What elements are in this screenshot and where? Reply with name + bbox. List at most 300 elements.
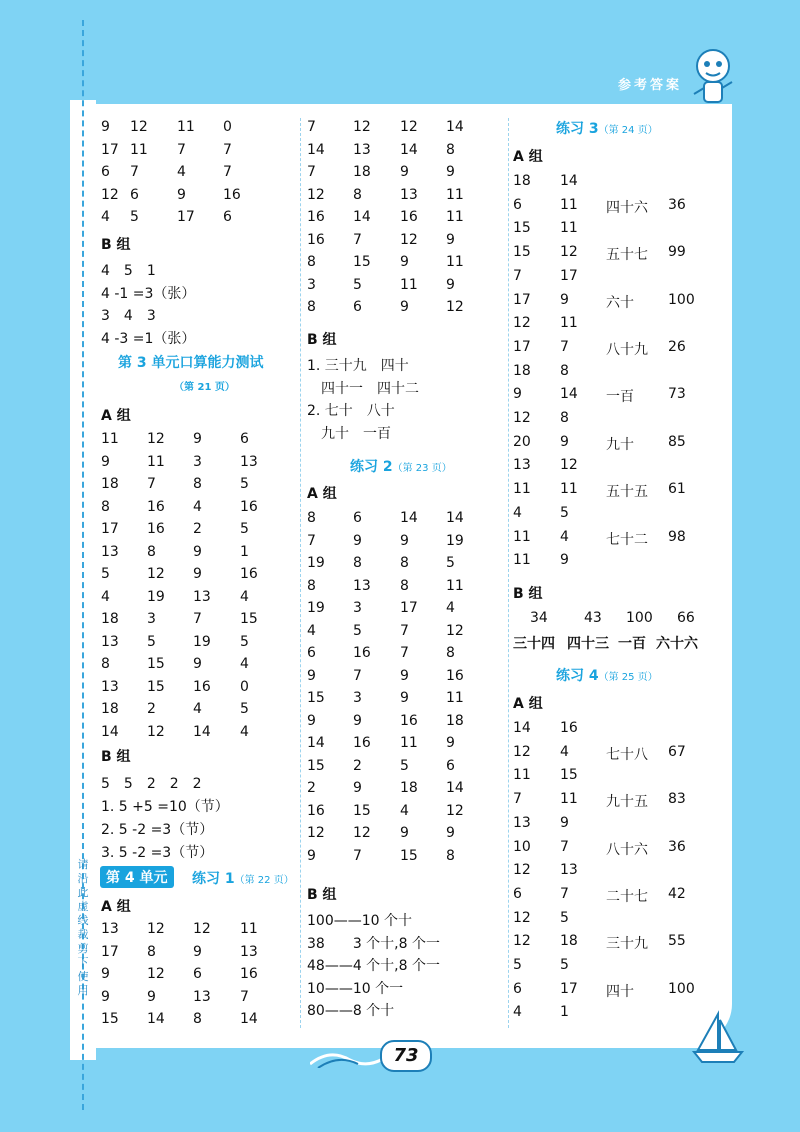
group-label: B 组 bbox=[101, 237, 131, 253]
answer-cell: 一百 bbox=[606, 389, 634, 406]
answer-cell: 14 bbox=[307, 735, 325, 751]
answer-cell: 4 bbox=[240, 723, 249, 740]
answer-cell: 12 bbox=[147, 723, 165, 740]
answer-cell: 9 bbox=[560, 291, 569, 308]
answer-cell: 12 bbox=[400, 119, 418, 135]
answer-cell: 7 bbox=[147, 476, 156, 492]
answer-line: 10——10 个一 bbox=[307, 980, 404, 997]
answer-cell: 12 bbox=[400, 231, 418, 248]
answer-cell: 11 bbox=[446, 209, 464, 225]
answer-cell: 8 bbox=[446, 847, 455, 864]
answer-cell: 9 bbox=[307, 847, 316, 864]
answer-cell: 11 bbox=[240, 921, 258, 937]
answer-cell: 98 bbox=[668, 528, 686, 545]
answer-cell: 36 bbox=[668, 196, 686, 213]
answer-cell: 7 bbox=[223, 164, 232, 180]
answer-cell: 5 bbox=[240, 476, 249, 492]
answer-cell: 12 bbox=[307, 825, 325, 841]
answer-cell: 13 bbox=[101, 543, 119, 560]
answer-cell: 13 bbox=[193, 988, 211, 1005]
answer-cell: 15 bbox=[147, 656, 165, 672]
answer-cell: 15 bbox=[240, 611, 258, 627]
answer-cell: 14 bbox=[400, 510, 418, 526]
answer-cell: 5 bbox=[560, 909, 569, 926]
answer-cell: 9 bbox=[446, 276, 455, 293]
answer-line: 5 5 2 2 2 bbox=[101, 776, 202, 792]
answer-word: 四十三 bbox=[567, 636, 609, 652]
answer-cell: 3 bbox=[147, 611, 156, 627]
answer-cell: 9 bbox=[101, 988, 110, 1005]
answer-cell: 16 bbox=[223, 186, 241, 203]
answer-cell: 9 bbox=[446, 825, 455, 841]
answer-cell: 7 bbox=[130, 164, 139, 180]
answer-cell: 17 bbox=[513, 291, 531, 308]
answer-cell: 5 bbox=[240, 633, 249, 650]
answer-line: 3 4 3 bbox=[101, 308, 156, 324]
answer-word: 三十四 bbox=[513, 636, 555, 652]
answer-cell: 18 bbox=[101, 476, 119, 492]
answer-cell: 11 bbox=[177, 119, 195, 135]
group-label: B 组 bbox=[513, 586, 543, 602]
answer-line: 1. 5 +5 =10（节） bbox=[101, 799, 229, 815]
answer-cell: 9 bbox=[307, 667, 316, 684]
answer-cell: 9 bbox=[400, 825, 409, 841]
answer-cell: 6 bbox=[101, 164, 110, 180]
answer-number: 34 bbox=[530, 610, 548, 626]
exercise2-heading-page: （第 23 页） bbox=[392, 463, 452, 474]
answer-cell: 15 bbox=[307, 757, 325, 774]
answer-cell: 14 bbox=[446, 119, 464, 135]
answer-cell: 67 bbox=[668, 743, 686, 760]
answer-cell: 9 bbox=[353, 712, 362, 729]
answer-cell: 9 bbox=[446, 735, 455, 751]
answer-cell: 9 bbox=[353, 780, 362, 796]
answer-cell: 13 bbox=[400, 186, 418, 203]
answer-cell: 7 bbox=[223, 141, 232, 158]
answer-cell: 9 bbox=[101, 453, 110, 470]
answer-cell: 15 bbox=[147, 678, 165, 695]
group-label: A 组 bbox=[101, 899, 131, 915]
answer-cell: 11 bbox=[560, 220, 578, 237]
answer-cell: 11 bbox=[147, 453, 165, 470]
answer-cell: 12 bbox=[513, 933, 531, 950]
answer-cell: 83 bbox=[668, 791, 686, 808]
answer-cell: 9 bbox=[400, 254, 409, 270]
answer-cell: 5 bbox=[240, 701, 249, 717]
answer-cell: 7 bbox=[353, 667, 362, 684]
answer-cell: 8 bbox=[147, 943, 156, 960]
answer-cell: 7 bbox=[560, 885, 569, 902]
answer-cell: 100 bbox=[668, 980, 695, 997]
answer-cell: 11 bbox=[513, 528, 531, 545]
answer-line: 九十 一百 bbox=[307, 425, 391, 442]
answer-cell: 6 bbox=[223, 209, 232, 225]
answer-word: 一百 bbox=[618, 636, 646, 652]
answer-cell: 8 bbox=[101, 656, 110, 672]
answer-cell: 7 bbox=[353, 847, 362, 864]
answer-cell: 18 bbox=[560, 933, 578, 950]
answer-cell: 6 bbox=[353, 510, 362, 526]
wave-icon bbox=[310, 1046, 390, 1068]
column-divider bbox=[508, 118, 509, 1028]
answer-line: 3. 5 -2 =3（节） bbox=[101, 845, 214, 861]
answer-line: 80——8 个十 bbox=[307, 1003, 395, 1019]
answer-cell: 6 bbox=[130, 186, 139, 203]
answer-cell: 5 bbox=[400, 757, 409, 774]
unit3-page: （第 21 页） bbox=[174, 382, 235, 393]
answer-cell: 4 bbox=[400, 802, 409, 819]
answer-cell: 19 bbox=[147, 588, 165, 605]
answer-cell: 9 bbox=[307, 712, 316, 729]
sailboat-icon bbox=[690, 1010, 746, 1066]
unit3-title: 第 3 单元口算能力测试 bbox=[118, 355, 264, 371]
answer-cell: 9 bbox=[400, 667, 409, 684]
answer-cell: 8 bbox=[400, 555, 409, 571]
answer-cell: 17 bbox=[101, 141, 119, 158]
answer-cell: 9 bbox=[193, 543, 202, 560]
top-border bbox=[0, 0, 800, 118]
answer-cell: 12 bbox=[307, 186, 325, 203]
answer-cell: 11 bbox=[446, 254, 464, 270]
answer-cell: 4 bbox=[101, 588, 110, 605]
answer-cell: 12 bbox=[560, 244, 578, 261]
answer-cell: 18 bbox=[513, 362, 531, 379]
answer-cell: 8 bbox=[446, 141, 455, 158]
answer-cell: 7 bbox=[193, 611, 202, 627]
answer-cell: 4 bbox=[307, 622, 316, 639]
answer-cell: 11 bbox=[560, 196, 578, 213]
answer-cell: 7 bbox=[177, 141, 186, 158]
answer-cell: 12 bbox=[147, 431, 165, 447]
answer-cell: 9 bbox=[147, 988, 156, 1005]
answer-cell: 九十 bbox=[606, 436, 634, 453]
answer-cell: 16 bbox=[400, 712, 418, 729]
answer-cell: 13 bbox=[353, 577, 371, 594]
answer-cell: 14 bbox=[400, 141, 418, 158]
answer-cell: 11 bbox=[400, 735, 418, 751]
answer-cell: 4 bbox=[560, 528, 569, 545]
answer-cell: 13 bbox=[353, 141, 371, 158]
answer-cell: 7 bbox=[560, 838, 569, 855]
answer-cell: 18 bbox=[101, 701, 119, 717]
answer-cell: 6 bbox=[513, 885, 522, 902]
answer-cell: 7 bbox=[513, 791, 522, 808]
answer-cell: 85 bbox=[668, 433, 686, 450]
answer-cell: 2 bbox=[147, 701, 156, 717]
answer-cell: 9 bbox=[177, 186, 186, 203]
answer-cell: 9 bbox=[353, 532, 362, 549]
answer-cell: 4 bbox=[240, 656, 249, 672]
answer-cell: 20 bbox=[513, 433, 531, 450]
answer-cell: 4 bbox=[560, 743, 569, 760]
answer-cell: 100 bbox=[668, 291, 695, 308]
answer-cell: 18 bbox=[513, 173, 531, 189]
answer-cell: 9 bbox=[560, 814, 569, 831]
answer-cell: 8 bbox=[353, 555, 362, 571]
answer-cell: 12 bbox=[513, 315, 531, 332]
answer-cell: 5 bbox=[147, 633, 156, 650]
answer-cell: 8 bbox=[560, 410, 569, 426]
answer-cell: 五十七 bbox=[606, 247, 648, 264]
answer-cell: 42 bbox=[668, 885, 686, 902]
answer-cell: 19 bbox=[307, 600, 325, 616]
answer-cell: 3 bbox=[353, 690, 362, 706]
answer-cell: 3 bbox=[353, 600, 362, 616]
answer-cell: 73 bbox=[668, 386, 686, 403]
answer-number: 100 bbox=[626, 610, 653, 626]
answer-cell: 12 bbox=[446, 622, 464, 639]
answer-cell: 12 bbox=[513, 909, 531, 926]
answer-cell: 15 bbox=[101, 1011, 119, 1027]
answer-cell: 6 bbox=[307, 645, 316, 661]
answer-cell: 26 bbox=[668, 338, 686, 355]
answer-cell: 9 bbox=[400, 690, 409, 706]
answer-cell: 55 bbox=[668, 933, 686, 950]
answer-word: 六十六 bbox=[656, 636, 698, 652]
answer-cell: 0 bbox=[240, 678, 249, 695]
group-label: A 组 bbox=[307, 486, 337, 502]
answer-cell: 11 bbox=[101, 431, 119, 447]
mascot-icon bbox=[688, 44, 738, 114]
answer-cell: 4 bbox=[513, 1004, 522, 1021]
answer-cell: 9 bbox=[193, 431, 202, 447]
answer-cell: 16 bbox=[240, 966, 258, 982]
answer-cell: 13 bbox=[513, 457, 531, 474]
answer-cell: 12 bbox=[560, 457, 578, 474]
answer-cell: 16 bbox=[147, 498, 165, 515]
answer-line: 4 -1 =3（张） bbox=[101, 285, 196, 302]
answer-cell: 4 bbox=[513, 504, 522, 521]
exercise1-heading bbox=[192, 868, 294, 888]
answer-cell: 12 bbox=[193, 921, 211, 937]
exercise3-heading bbox=[556, 118, 658, 138]
answer-cell: 4 bbox=[240, 588, 249, 605]
answer-cell: 11 bbox=[560, 315, 578, 332]
answer-cell: 3 bbox=[307, 276, 316, 293]
answer-cell: 7 bbox=[307, 164, 316, 180]
answer-cell: 9 bbox=[513, 386, 522, 403]
answer-line: 1. 三十九 四十 bbox=[307, 358, 409, 374]
answer-cell: 8 bbox=[147, 543, 156, 560]
answer-cell: 12 bbox=[513, 862, 531, 879]
answer-cell: 5 bbox=[240, 521, 249, 537]
answer-cell: 7 bbox=[353, 231, 362, 248]
answer-cell: 13 bbox=[193, 588, 211, 605]
answer-cell: 九十五 bbox=[606, 794, 648, 811]
answer-cell: 15 bbox=[513, 244, 531, 261]
answer-cell: 16 bbox=[353, 735, 371, 751]
answer-cell: 8 bbox=[307, 577, 316, 594]
answer-cell: 9 bbox=[400, 299, 409, 315]
answer-line: 四十一 四十二 bbox=[307, 380, 419, 397]
answer-cell: 14 bbox=[560, 173, 578, 189]
cut-hint: 请沿此虚线裁剪下使用 bbox=[77, 858, 89, 997]
answer-cell: 17 bbox=[177, 209, 195, 225]
answer-cell: 5 bbox=[560, 957, 569, 973]
group-label: B 组 bbox=[307, 887, 337, 903]
answer-cell: 15 bbox=[400, 847, 418, 864]
exercise1-heading-page: （第 22 页） bbox=[234, 875, 294, 886]
answer-cell: 9 bbox=[560, 433, 569, 450]
answer-cell: 9 bbox=[400, 164, 409, 180]
answer-cell: 七十二 bbox=[606, 531, 648, 548]
answer-cell: 16 bbox=[307, 209, 325, 225]
answer-cell: 19 bbox=[307, 555, 325, 571]
answer-cell: 18 bbox=[400, 780, 418, 796]
answer-cell: 16 bbox=[193, 678, 211, 695]
exercise3-heading-title: 练习 3 bbox=[556, 121, 599, 137]
answer-cell: 12 bbox=[353, 825, 371, 841]
answer-cell: 16 bbox=[240, 566, 258, 582]
answer-cell: 五十五 bbox=[606, 484, 648, 501]
answer-cell: 11 bbox=[130, 141, 148, 158]
answer-cell: 13 bbox=[101, 678, 119, 695]
answer-cell: 四十六 bbox=[606, 199, 648, 216]
answer-cell: 11 bbox=[513, 481, 531, 498]
answer-cell: 14 bbox=[147, 1011, 165, 1027]
answer-cell: 5 bbox=[513, 957, 522, 973]
answer-cell: 16 bbox=[240, 498, 258, 515]
answer-cell: 7 bbox=[307, 532, 316, 549]
answer-cell: 17 bbox=[101, 521, 119, 537]
answer-cell: 7 bbox=[560, 338, 569, 355]
answer-cell: 9 bbox=[193, 566, 202, 582]
answer-cell: 18 bbox=[353, 164, 371, 180]
answer-cell: 17 bbox=[101, 943, 119, 960]
answer-cell: 8 bbox=[307, 254, 316, 270]
answer-cell: 6 bbox=[513, 980, 522, 997]
answer-cell: 5 bbox=[446, 555, 455, 571]
answer-cell: 14 bbox=[307, 141, 325, 158]
answer-cell: 16 bbox=[307, 231, 325, 248]
answer-cell: 19 bbox=[193, 633, 211, 650]
answer-cell: 14 bbox=[513, 720, 531, 736]
answer-cell: 17 bbox=[513, 338, 531, 355]
answer-cell: 13 bbox=[101, 633, 119, 650]
answer-cell: 14 bbox=[446, 510, 464, 526]
answer-cell: 8 bbox=[400, 577, 409, 594]
column-divider bbox=[300, 118, 301, 1028]
answer-line: 48——4 个十,8 个一 bbox=[307, 958, 440, 974]
answer-cell: 7 bbox=[513, 267, 522, 284]
answer-cell: 八十六 bbox=[606, 841, 648, 858]
answer-line: 4 5 1 bbox=[101, 263, 156, 279]
answer-line: 2. 七十 八十 bbox=[307, 403, 395, 419]
exercise3-heading-page: （第 24 页） bbox=[598, 125, 658, 136]
answer-cell: 二十七 bbox=[606, 888, 648, 905]
answer-cell: 7 bbox=[400, 645, 409, 661]
answer-cell: 15 bbox=[307, 690, 325, 706]
exercise2-heading-title: 练习 2 bbox=[350, 459, 393, 475]
answer-cell: 16 bbox=[353, 645, 371, 661]
answer-cell: 9 bbox=[400, 532, 409, 549]
answer-cell: 12 bbox=[513, 410, 531, 426]
answer-cell: 5 bbox=[560, 504, 569, 521]
answer-line: 38 3 个十,8 个一 bbox=[307, 935, 440, 952]
answer-cell: 6 bbox=[446, 757, 455, 774]
answer-line: 2. 5 -2 =3（节） bbox=[101, 822, 214, 838]
answer-cell: 13 bbox=[513, 814, 531, 831]
exercise4-heading-page: （第 25 页） bbox=[598, 672, 658, 683]
answer-cell: 19 bbox=[446, 532, 464, 549]
answer-cell: 14 bbox=[101, 723, 119, 740]
group-label: B 组 bbox=[307, 332, 337, 348]
answer-number: 66 bbox=[677, 610, 695, 626]
answer-cell: 9 bbox=[193, 943, 202, 960]
group-label: A 组 bbox=[101, 408, 131, 424]
answer-cell: 8 bbox=[101, 498, 110, 515]
answer-cell: 11 bbox=[560, 481, 578, 498]
answer-cell: 14 bbox=[193, 723, 211, 740]
answer-cell: 4 bbox=[101, 209, 110, 225]
answer-cell: 36 bbox=[668, 838, 686, 855]
answer-cell: 11 bbox=[446, 690, 464, 706]
answer-cell: 9 bbox=[446, 231, 455, 248]
answer-cell: 8 bbox=[193, 476, 202, 492]
answer-cell: 9 bbox=[193, 656, 202, 672]
answer-cell: 15 bbox=[560, 767, 578, 784]
answer-cell: 16 bbox=[147, 521, 165, 537]
answer-cell: 12 bbox=[147, 966, 165, 982]
answer-cell: 6 bbox=[193, 966, 202, 982]
answer-cell: 9 bbox=[560, 552, 569, 569]
answer-cell: 11 bbox=[560, 791, 578, 808]
answer-cell: 7 bbox=[240, 988, 249, 1005]
exercise4-heading bbox=[556, 665, 658, 685]
answer-cell: 15 bbox=[513, 220, 531, 237]
answer-cell: 61 bbox=[668, 481, 686, 498]
answer-cell: 12 bbox=[446, 299, 464, 315]
answer-cell: 8 bbox=[307, 510, 316, 526]
answer-cell: 9 bbox=[446, 164, 455, 180]
answer-cell: 15 bbox=[353, 802, 371, 819]
answer-cell: 14 bbox=[240, 1011, 258, 1027]
answer-cell: 8 bbox=[307, 299, 316, 315]
answer-cell: 99 bbox=[668, 244, 686, 261]
answer-cell: 13 bbox=[101, 921, 119, 937]
answer-cell: 2 bbox=[193, 521, 202, 537]
group-label: A 组 bbox=[513, 149, 543, 165]
answer-cell: 17 bbox=[560, 980, 578, 997]
answer-cell: 17 bbox=[400, 600, 418, 616]
answer-cell: 6 bbox=[513, 196, 522, 213]
answer-cell: 4 bbox=[446, 600, 455, 616]
answer-cell: 7 bbox=[400, 622, 409, 639]
answer-cell: 16 bbox=[400, 209, 418, 225]
answer-cell: 12 bbox=[147, 921, 165, 937]
answer-cell: 三十九 bbox=[606, 936, 648, 953]
answer-cell: 9 bbox=[101, 119, 110, 135]
answer-cell: 12 bbox=[101, 186, 119, 203]
answer-cell: 11 bbox=[400, 276, 418, 293]
answer-cell: 七十八 bbox=[606, 746, 648, 763]
answer-cell: 1 bbox=[240, 543, 249, 560]
answer-cell: 8 bbox=[193, 1011, 202, 1027]
answer-cell: 11 bbox=[446, 186, 464, 203]
answer-cell: 16 bbox=[446, 667, 464, 684]
answer-cell: 1 bbox=[560, 1004, 569, 1021]
answer-cell: 17 bbox=[560, 267, 578, 284]
answer-cell: 5 bbox=[130, 209, 139, 225]
answer-cell: 16 bbox=[307, 802, 325, 819]
answer-cell: 7 bbox=[307, 119, 316, 135]
answer-cell: 16 bbox=[560, 720, 578, 736]
exercise1-heading-title: 练习 1 bbox=[192, 871, 235, 887]
answer-cell: 12 bbox=[147, 566, 165, 582]
answer-cell: 14 bbox=[446, 780, 464, 796]
answer-cell: 11 bbox=[446, 577, 464, 594]
answer-cell: 18 bbox=[446, 712, 464, 729]
